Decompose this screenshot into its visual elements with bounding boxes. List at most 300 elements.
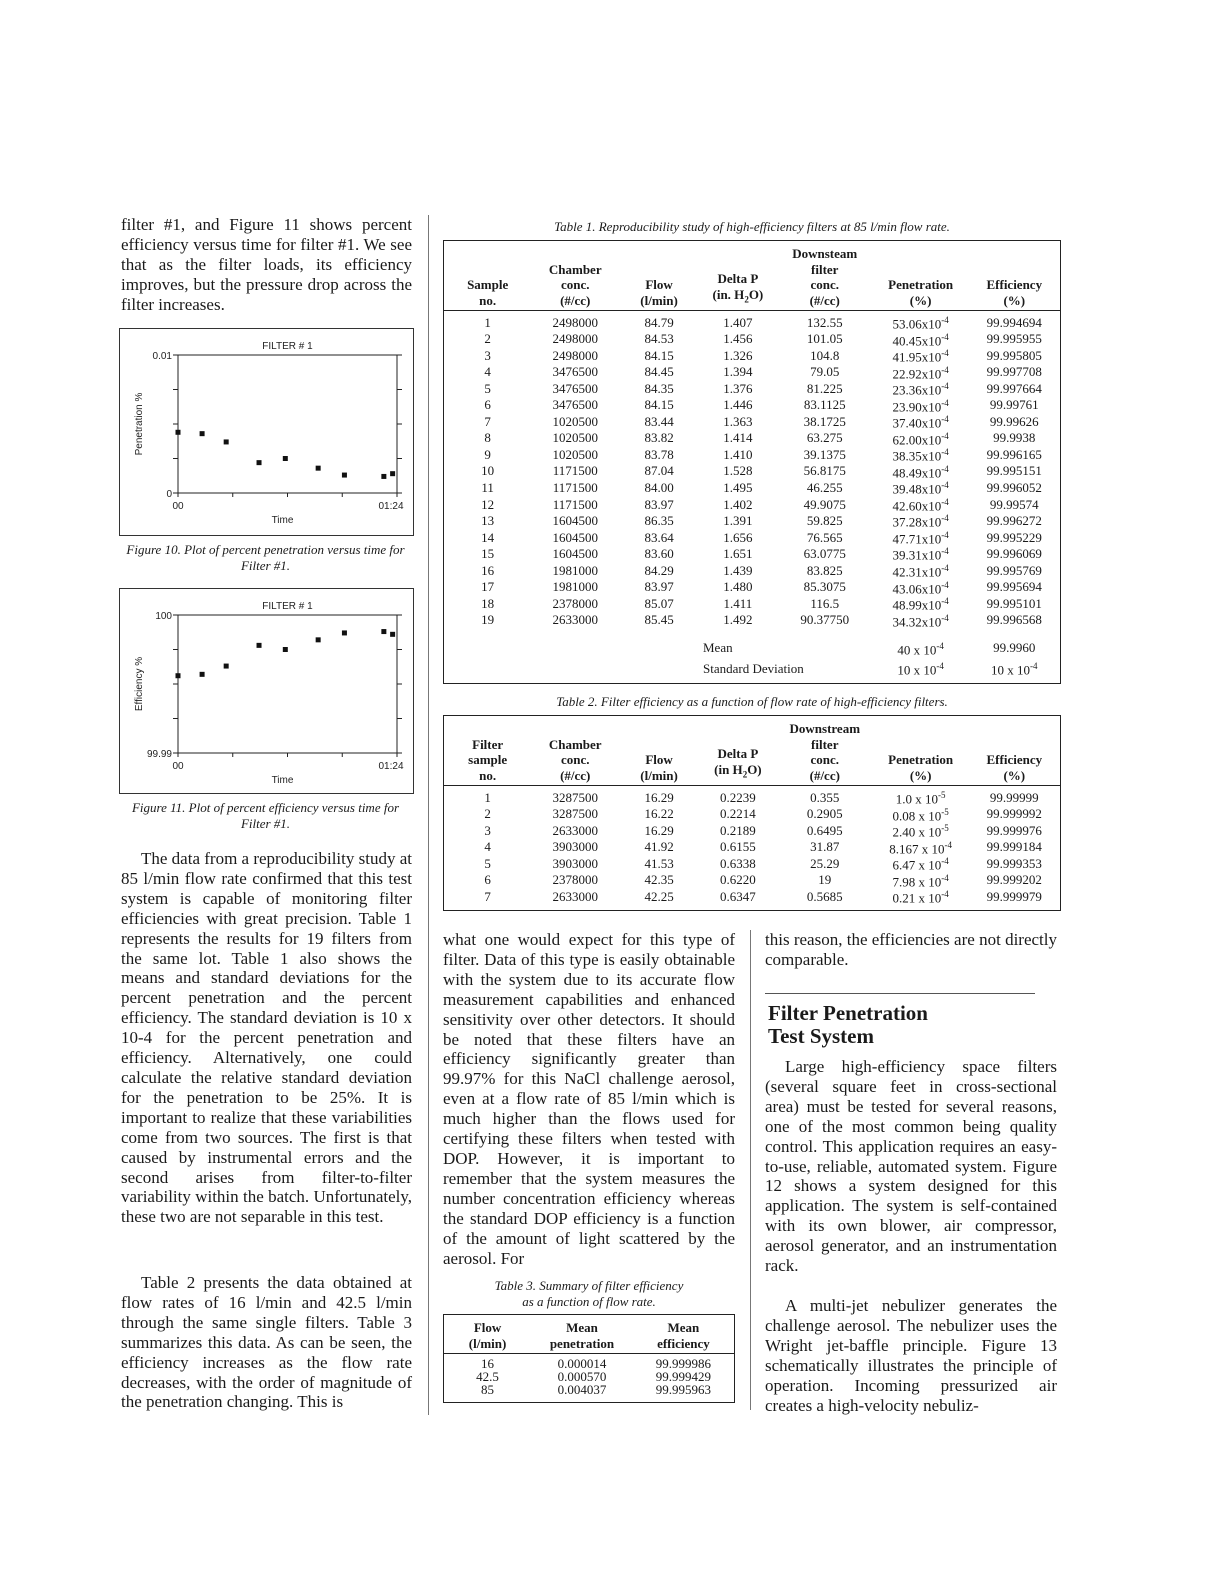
column-header: Mean penetration <box>531 1315 633 1354</box>
table-cell: 99.99574 <box>989 496 1039 512</box>
table-cell: 3287500 <box>552 806 598 822</box>
table-cell: 0.21 x $10^{-4}$ <box>892 889 949 906</box>
table-cell: 83.1125 <box>803 397 846 413</box>
table-cell: 132.55 <box>806 314 843 330</box>
table-cell: 15 <box>481 546 495 562</box>
y-axis-label: Penetration % <box>134 392 145 456</box>
table-cell: 84.79 <box>644 314 674 330</box>
table-cell: 19 <box>818 872 832 888</box>
table-cell: 9 <box>484 446 491 462</box>
column-divider <box>750 930 751 1410</box>
table-cell: 2.40 x $10^{-5}$ <box>892 823 949 840</box>
table-cell: 1.376 <box>723 380 753 396</box>
table-cell: 101.05 <box>806 331 843 347</box>
table-header-row <box>444 241 1061 311</box>
section-rule <box>765 993 1035 994</box>
table-row <box>444 1383 735 1402</box>
table-cell: 11 <box>481 479 494 495</box>
table-row <box>444 595 1061 612</box>
table-cell: 0.6338 <box>720 855 756 871</box>
x-tick-label: 00 <box>172 761 184 772</box>
table-cell: 1.410 <box>723 446 753 462</box>
table-3 <box>443 1314 735 1403</box>
table-cell: $43.06x10^{-4}$ <box>892 579 949 596</box>
summary-label: Standard Deviation <box>703 660 804 676</box>
x-tick-label: 01:24 <box>378 501 404 512</box>
table-cell: 1171500 <box>552 496 598 512</box>
table-cell: 99.997708 <box>986 364 1042 380</box>
table-cell: 42.35 <box>644 872 674 888</box>
table-cell: 0.2905 <box>806 806 843 822</box>
table-cell: 1020500 <box>552 413 598 429</box>
table-cell: 63.275 <box>806 430 843 446</box>
data-point <box>200 672 205 677</box>
table-cell: 84.15 <box>644 397 674 413</box>
table-cell: 1.411 <box>723 595 753 611</box>
table-row <box>444 446 1061 463</box>
column-header: Sample no. <box>444 241 532 311</box>
table-cell: $42.31x10^{-4}$ <box>892 562 949 580</box>
x-tick-label: 01:24 <box>378 761 404 772</box>
table-cell: $48.49x10^{-4}$ <box>892 463 949 481</box>
table-cell: 0.6220 <box>720 872 756 888</box>
table-summary-row <box>444 658 1061 683</box>
data-point <box>257 643 262 648</box>
table-cell: 83.97 <box>644 579 674 595</box>
table-cell: 1.656 <box>723 529 753 545</box>
table-cell: $37.40x10^{-4}$ <box>892 414 949 431</box>
column-header: Chamber conc. (#/cc) <box>531 716 619 786</box>
table-row <box>444 822 1061 839</box>
table-cell: 42.25 <box>644 888 674 904</box>
table-cell: 83.78 <box>644 446 674 462</box>
table-cell: $39.31x10^{-4}$ <box>892 546 949 563</box>
table-row <box>444 331 1061 348</box>
table-cell: 104.8 <box>810 347 840 363</box>
table-cell: 16 <box>481 562 495 578</box>
table-cell: 1020500 <box>552 430 598 446</box>
table-cell: $39.48x10^{-4}$ <box>892 480 949 497</box>
body-paragraph: The data from a reproducibility study at 85 l/min flow rate confirmed that this test system is capable of monitoring filter efficiencies with great precision. Table 1 represents the results for 19 filters from the same lot. Table 1 also shows the means and standard deviations for the percent penetration and the percent efficiency. The standard deviation is 10 x 10-4 for the percent penetration and efficiency. Alternatively, one could calculate the relative standard deviation for the penetration to be 25%. It is important to realize that these variabilities come from two sources. The first is that caused by instrumental errors and the second arises from filter-to-filter variability within the batch. Unfortunately, these two are not separable in this test. <box>121 849 412 1227</box>
table-row <box>444 612 1061 629</box>
column-divider <box>428 215 429 1415</box>
table-cell: 83.825 <box>806 562 843 578</box>
table-cell: 0.2189 <box>720 822 756 838</box>
table-cell: $22.92x10^{-4}$ <box>892 364 949 381</box>
table-cell: 0.6155 <box>720 839 756 855</box>
table-cell: 1.326 <box>723 347 753 363</box>
table-cell: 99.999976 <box>986 822 1042 838</box>
data-point <box>390 471 395 476</box>
table-cell: 85 <box>481 1382 495 1398</box>
table-cell: 2633000 <box>552 888 598 904</box>
table-cell: 99.994694 <box>986 314 1042 330</box>
table-row <box>444 347 1061 364</box>
table-cell: 25.29 <box>810 855 840 871</box>
table-row <box>444 839 1061 856</box>
table-cell: 1 <box>484 789 491 805</box>
table-cell: 99.995955 <box>986 331 1042 347</box>
column-header: Penetration (%) <box>873 716 969 786</box>
data-point <box>283 647 288 652</box>
table-cell: 76.565 <box>806 529 843 545</box>
figure-10-caption: Figure 10. Plot of percent penetration versus time for Filter #1. <box>126 542 405 573</box>
table-cell: 85.45 <box>644 612 674 628</box>
table-cell: 2633000 <box>552 612 598 628</box>
table-cell: 1604500 <box>552 546 598 562</box>
column-header: Flow (l/min) <box>619 716 699 786</box>
table-cell: $40.45x10^{-4}$ <box>892 331 949 348</box>
data-point <box>316 466 321 471</box>
table-cell: 0.2214 <box>720 806 756 822</box>
table-cell: 1 <box>484 314 491 330</box>
table-cell: 1.391 <box>723 513 753 529</box>
table-row <box>444 786 1061 806</box>
figure-11-caption: Figure 11. Plot of percent efficiency versus time for Filter #1. <box>131 800 400 831</box>
table-cell: 81.225 <box>806 380 843 396</box>
table-cell: 83.97 <box>644 496 674 512</box>
table-cell: 1.446 <box>723 397 753 413</box>
table-cell: 14 <box>481 529 495 545</box>
table-cell: 99.9960 <box>993 640 1036 656</box>
table-cell: 99.99999 <box>989 789 1039 805</box>
x-tick-label: 00 <box>172 501 184 512</box>
table-cell: 42.5 <box>476 1369 499 1385</box>
data-point <box>342 630 347 635</box>
column-header: Flow (l/min) <box>619 241 699 311</box>
table-cell: 1.492 <box>723 612 753 628</box>
table-cell: 1.651 <box>723 546 753 562</box>
column-header: Penetration (%) <box>873 241 969 311</box>
table-header-row <box>444 716 1061 786</box>
table-header-row <box>444 1315 735 1354</box>
data-point <box>257 460 262 465</box>
table-cell: 56.8175 <box>803 463 846 479</box>
y-tick-label: 100 <box>155 611 172 622</box>
table-cell: 2633000 <box>552 822 598 838</box>
summary-label: Mean <box>703 640 733 656</box>
table-row <box>444 463 1061 480</box>
table-row <box>444 364 1061 381</box>
table-row <box>444 413 1061 430</box>
table-1 <box>443 240 1061 684</box>
table-cell: 3476500 <box>552 397 598 413</box>
table-cell: 1.414 <box>723 430 753 446</box>
table-cell: $37.28x10^{-4}$ <box>892 513 949 530</box>
table-row <box>444 806 1061 823</box>
table-cell: 3 <box>484 822 491 838</box>
table-cell: 0.6495 <box>806 822 843 838</box>
table-cell: 7 <box>484 413 491 429</box>
table-cell: 99.99626 <box>989 413 1039 429</box>
data-point <box>390 632 395 637</box>
figure-10-chart <box>120 329 413 535</box>
chart-title: FILTER # 1 <box>262 341 313 352</box>
table-cell: 63.0775 <box>803 546 846 562</box>
table-cell: 99.995229 <box>986 529 1042 545</box>
table-row <box>444 579 1061 596</box>
table-cell: 84.45 <box>644 364 674 380</box>
figure-11-chart <box>120 589 413 793</box>
data-point <box>283 456 288 461</box>
table-cell: 1171500 <box>552 463 598 479</box>
column-header: Delta P (in. $H_2O$) <box>699 241 777 311</box>
table-cell: 99.995805 <box>986 347 1042 363</box>
table-cell: $48.99x10^{-4}$ <box>892 596 949 613</box>
table-cell: 2378000 <box>552 595 598 611</box>
table-cell: 1.528 <box>723 463 753 479</box>
column-header: Chamber conc. (#/cc) <box>531 241 619 311</box>
table-cell: 31.87 <box>810 839 840 855</box>
table-row <box>444 512 1061 529</box>
table-cell: 1.402 <box>723 496 753 512</box>
table-cell: 6 <box>484 872 491 888</box>
table-cell: 2 <box>484 806 491 822</box>
table-cell: 2498000 <box>552 314 598 330</box>
table-cell: 99.9938 <box>993 430 1036 446</box>
table-cell: 84.15 <box>644 347 674 363</box>
data-point <box>316 637 321 642</box>
data-point <box>176 430 181 435</box>
table-cell: 99.999986 <box>655 1356 712 1371</box>
column-header: Efficiency (%) <box>969 716 1061 786</box>
data-point <box>342 473 347 478</box>
table-cell: 86.35 <box>644 513 674 529</box>
table-cell: 7.98 x $10^{-4}$ <box>892 872 949 889</box>
table-cell: 40 x $10^{-4}$ <box>897 641 944 658</box>
table-cell: 16.29 <box>644 789 674 805</box>
table-cell: 46.255 <box>806 479 843 495</box>
table-cell: 84.29 <box>644 562 674 578</box>
figure-10-frame <box>119 328 414 536</box>
table-cell: $62.00x10^{-4}$ <box>892 430 949 448</box>
table-cell: 90.37750 <box>800 612 850 628</box>
table-cell: 6.47 x $10^{-4}$ <box>892 856 949 873</box>
table-cell: 3476500 <box>552 380 598 396</box>
table-cell: $23.36x10^{-4}$ <box>892 381 949 398</box>
table-row <box>444 545 1061 562</box>
plot-area <box>178 615 397 753</box>
data-point <box>381 629 386 634</box>
table-cell: 99.999429 <box>655 1369 712 1385</box>
table-cell: 8.167 x $10^{-4}$ <box>889 839 953 856</box>
table-cell: 83.60 <box>644 546 674 562</box>
table-cell: 10 x $10^{-4}$ <box>897 661 944 678</box>
table-cell: 3476500 <box>552 364 598 380</box>
table-cell: 99.999202 <box>986 872 1042 888</box>
table-cell: 16.22 <box>644 806 674 822</box>
table-cell: 1.407 <box>723 314 753 330</box>
data-point <box>224 439 229 444</box>
table-cell: 83.64 <box>644 529 674 545</box>
table-cell: 1981000 <box>552 562 598 578</box>
table-cell: 49.9075 <box>803 496 846 512</box>
table-cell: 99.995694 <box>986 579 1042 595</box>
data-point <box>200 431 205 436</box>
table-cell: 84.35 <box>644 380 674 396</box>
table-cell: 38.1725 <box>803 413 846 429</box>
table-cell: $42.60x10^{-4}$ <box>892 496 949 514</box>
y-axis-label: Efficiency % <box>134 656 145 712</box>
table-summary-row <box>444 628 1061 658</box>
table-cell: 3903000 <box>552 839 598 855</box>
table-cell: 5 <box>484 380 491 396</box>
table-cell: 19 <box>481 612 495 628</box>
table-cell: 41.92 <box>644 839 674 855</box>
table-row <box>444 872 1061 889</box>
table-cell: 41.53 <box>644 855 674 871</box>
table-cell: 13 <box>481 513 495 529</box>
table-cell: 0.08 x $10^{-5}$ <box>892 806 949 823</box>
y-tick-label: 99.99 <box>146 749 172 760</box>
column-header: Flow (l/min) <box>444 1315 532 1354</box>
table-cell: 99.996568 <box>986 612 1042 628</box>
table-cell: $34.32x10^{-4}$ <box>892 612 949 629</box>
table-cell: 1981000 <box>552 579 598 595</box>
table-cell: 83.82 <box>644 430 674 446</box>
table-cell: 6 <box>484 397 491 413</box>
table-row <box>444 479 1061 496</box>
column-header: Downsteam filter conc. (#/cc) <box>777 241 873 311</box>
table-cell: 12 <box>481 496 495 512</box>
table-cell: 2498000 <box>552 331 598 347</box>
column-header: Mean efficiency <box>633 1315 735 1354</box>
table-row <box>444 380 1061 397</box>
column-header: Efficiency (%) <box>969 241 1061 311</box>
table-cell: 1604500 <box>552 513 598 529</box>
table-cell: 17 <box>481 579 495 595</box>
column-header: Delta P (in $H_2O$) <box>699 716 777 786</box>
table-cell: 16 <box>481 1356 495 1371</box>
table-cell: 99.99761 <box>989 397 1039 413</box>
table-cell: 5 <box>484 855 491 871</box>
table-cell: 3287500 <box>552 789 598 805</box>
table-cell: 84.00 <box>644 479 674 495</box>
table-row <box>444 529 1061 546</box>
table-cell: 3903000 <box>552 855 598 871</box>
table-row <box>444 888 1061 910</box>
table-cell: 116.5 <box>810 595 840 611</box>
table-cell: 4 <box>484 364 491 380</box>
table-row <box>444 430 1061 447</box>
table-cell: 99.999992 <box>986 806 1042 822</box>
body-paragraph: filter #1, and Figure 11 shows percent efficiency versus time for filter #1. We see that as the filter loads, its efficiency improves, but the pressure drop across the filter increases. <box>121 215 412 314</box>
table-cell: $53.06x10^{-4}$ <box>892 315 949 332</box>
table-cell: 1.456 <box>723 331 753 347</box>
table-cell: 0.000014 <box>557 1356 607 1371</box>
table-3-caption-line1: Table 3. Summary of filter efficiency <box>494 1278 684 1293</box>
chart-title: FILTER # 1 <box>262 601 313 612</box>
section-heading: Filter Penetration Test System <box>768 1001 928 1048</box>
table-cell: 1604500 <box>552 529 598 545</box>
table-cell: 0.5685 <box>806 888 843 904</box>
table-cell: 0.004037 <box>557 1382 607 1398</box>
table-cell: 99.996272 <box>986 513 1042 529</box>
table-cell: 8 <box>484 430 491 446</box>
y-tick-label: 0.01 <box>152 351 172 362</box>
table-1-caption: Table 1. Reproducibility study of high-efficiency filters at 85 l/min flow rate. <box>554 219 950 234</box>
table-cell: 1.439 <box>723 562 753 578</box>
table-cell: 2378000 <box>552 872 598 888</box>
table-cell: $23.90x10^{-4}$ <box>892 397 949 414</box>
table-cell: 2 <box>484 331 491 347</box>
data-point <box>224 664 229 669</box>
table-cell: $38.35x10^{-4}$ <box>892 447 949 464</box>
table-cell: 0.000570 <box>557 1369 607 1385</box>
table-cell: 1.363 <box>723 413 753 429</box>
body-paragraph: Table 2 presents the data obtained at flow rates of 16 l/min and 42.5 l/min through the same single filters. Table 3 summarizes this data. As can be seen, the efficiency increases as the flow rate decreases, with the order of magnitude of the penetration changing. This is <box>121 1273 412 1412</box>
column-header: Downstream filter conc. (#/cc) <box>777 716 873 786</box>
table-cell: 3 <box>484 347 491 363</box>
table-cell: 1.495 <box>723 479 753 495</box>
table-cell: 99.995101 <box>986 595 1042 611</box>
table-2-caption: Table 2. Filter efficiency as a function of flow rate of high-efficiency filters. <box>556 694 948 709</box>
table-cell: 0.2239 <box>720 789 756 805</box>
table-row <box>444 562 1061 579</box>
table-cell: 99.995151 <box>986 463 1042 479</box>
table-cell: 16.29 <box>644 822 674 838</box>
column-header: Filter sample no. <box>444 716 532 786</box>
table-cell: 1.480 <box>723 579 753 595</box>
table-2 <box>443 715 1061 911</box>
table-cell: 1.0 x $10^{-5}$ <box>895 790 946 807</box>
table-cell: 0.6347 <box>720 888 756 904</box>
table-cell: 2498000 <box>552 347 598 363</box>
table-cell: 1.394 <box>723 364 753 380</box>
x-axis-label: Time <box>271 775 294 786</box>
table-cell: 99.999979 <box>986 888 1042 904</box>
data-point <box>176 673 181 678</box>
table-cell: 84.53 <box>644 331 674 347</box>
table-cell: 1020500 <box>552 446 598 462</box>
plot-area <box>178 355 397 493</box>
body-paragraph: A multi-jet nebulizer generates the challenge aerosol. The nebulizer uses the Wright jet-baffle principle. Figure 13 schematically illustrates the principle of operation. Incoming pressurized air creates a high-velocity nebuliz- <box>765 1296 1057 1415</box>
table-cell: 87.04 <box>644 463 674 479</box>
table-row <box>444 855 1061 872</box>
table-3-caption-line2: as a function of flow rate. <box>522 1294 656 1309</box>
table-row <box>444 1354 735 1371</box>
table-row <box>444 397 1061 414</box>
table-cell: 18 <box>481 595 495 611</box>
table-row <box>444 311 1061 331</box>
y-tick-label: 0 <box>166 489 172 500</box>
table-cell: 10 <box>481 463 495 479</box>
body-paragraph: Large high-efficiency space filters (several square feet in cross-sectional area) must be tested for several reasons, one of the most common being quality control. This application requires an easy-to-use, reliable, automated system. Figure 12 shows a system designed for this application. The system is self-contained with its own blower, air compressor, aerosol generator, and an instrumentation rack. <box>765 1057 1057 1276</box>
table-cell: 83.44 <box>644 413 674 429</box>
body-paragraph: what one would expect for this type of filter. Data of this type is easily obtainable with the system due to its accurate flow measurement capabilities and enhanced sensitivity over other detectors. It should be noted that these filters have an efficiency significantly greater than 99.97% for this NaCl challenge aerosol, even at a flow rate of 85 l/min which is much higher than the flows used for certifying these filters when tested with DOP. However, it is important to remember that the system measures the number concentration efficiency whereas the standard DOP efficiency is a function of the amount of light scattered by the aerosol. For <box>443 930 735 1268</box>
table-cell: 7 <box>484 888 491 904</box>
table-cell: 4 <box>484 839 491 855</box>
table-cell: 85.3075 <box>803 579 846 595</box>
table-cell: $41.95x10^{-4}$ <box>892 348 949 365</box>
table-cell: 99.996165 <box>986 446 1042 462</box>
table-cell: 99.999353 <box>986 855 1042 871</box>
table-cell: 99.999184 <box>986 839 1042 855</box>
table-cell: 99.995963 <box>655 1382 712 1398</box>
table-cell: 39.1375 <box>803 446 846 462</box>
x-axis-label: Time <box>271 515 294 526</box>
table-cell: 79.05 <box>810 364 840 380</box>
table-row <box>444 496 1061 513</box>
table-cell: 1171500 <box>552 479 598 495</box>
table-cell: 99.997664 <box>986 380 1042 396</box>
body-paragraph: this reason, the efficiencies are not directly comparable. <box>765 930 1057 969</box>
table-cell: 99.995769 <box>986 562 1042 578</box>
table-cell: 59.825 <box>806 513 843 529</box>
table-cell: 85.07 <box>644 595 674 611</box>
table-cell: 0.355 <box>810 789 840 805</box>
table-cell: 99.996052 <box>986 479 1042 495</box>
